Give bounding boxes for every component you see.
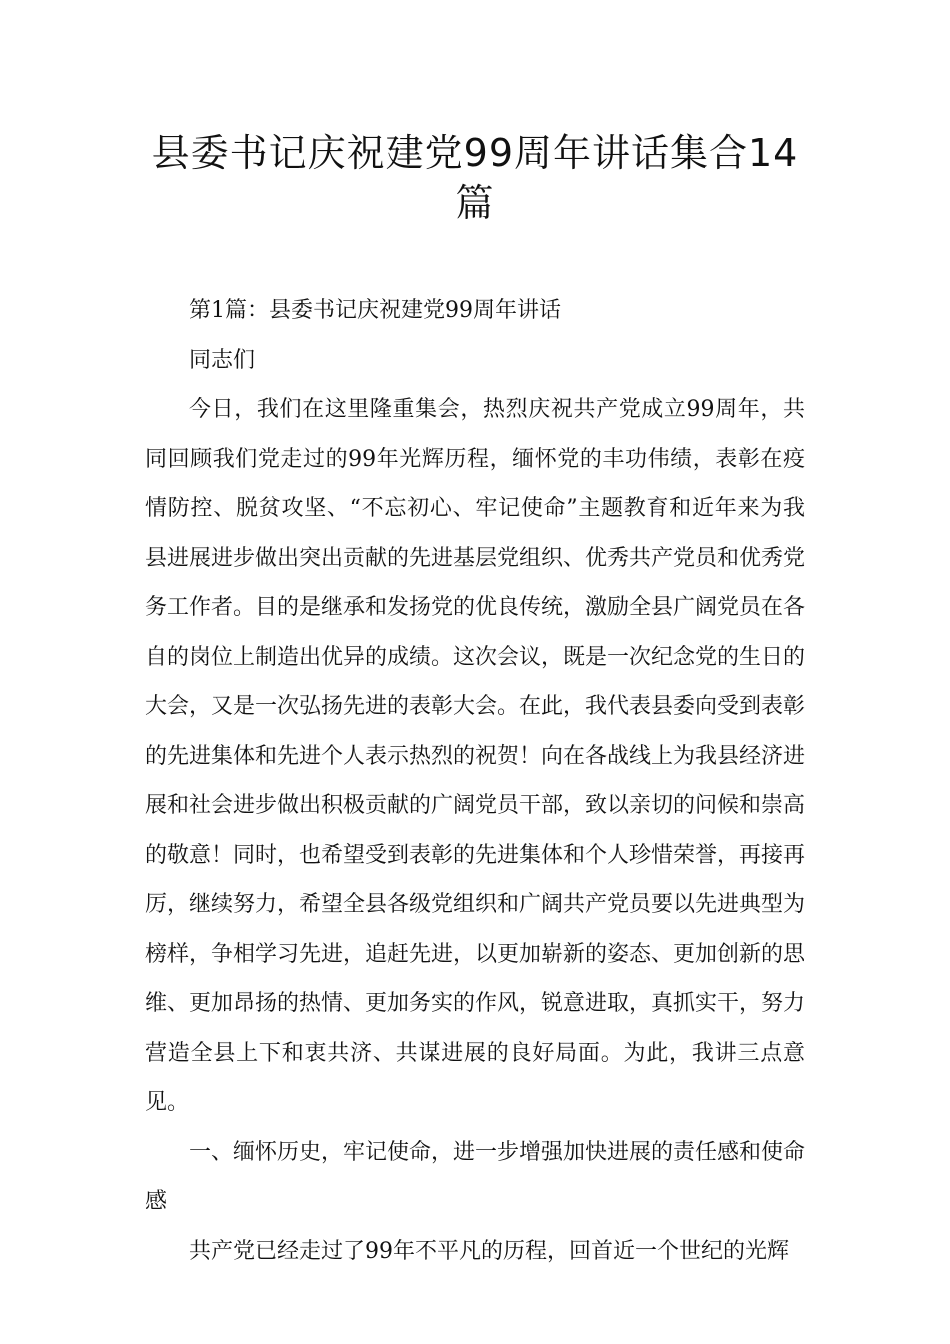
paragraph-section-heading: 一、缅怀历史，牢记使命，进一步增强加快进展的责任感和使命感: [145, 1139, 806, 1214]
paragraph-salutation: 同志们: [189, 347, 256, 373]
document-title: 县委书记庆祝建党99周年讲话集合14篇: [151, 131, 799, 225]
document-body: [145, 286, 805, 1276]
paragraph-history: 共产党已经走过了99年不平凡的历程，回首近一个世纪的光辉: [189, 1238, 789, 1264]
paragraph-opening: 今日，我们在这里隆重集会，热烈庆祝共产党成立99周年，共同回顾我们党走过的99年光辉历程，缅怀党的丰功伟绩，表彰在疫情防控、脱贫攻坚、“不忘初心、牢记使命”主题教育和近年来为我县进展进步做出突出贡献的先进基层党组织、优秀共产党员和优秀党务工作者。目的是继承和发扬党的优良传统，激励全县广阔党员在各自的岗位上制造出优异的成绩。这次会议，既是一次纪念党的生日的大会，又是一次弘扬先进的表彰大会。在此，我代表县委向受到表彰的先进集体和先进个人表示热烈的祝贺！向在各战线上为我县经济进展和社会进步做出积极贡献的广阔党员干部，致以亲切的问候和崇高的敬意！同时，也希望受到表彰的先进集体和个人珍惜荣誉，再接再厉，继续努力，希望全县各级党组织和广阔共产党员要以先进典型为榜样，争相学习先进，追赶先进，以更加崭新的姿态、更加创新的思维、更加昂扬的热情、更加务实的作风，锐意进取，真抓实干，努力营造全县上下和衷共济、共谋进展的良好局面。为此，我讲三点意见。: [145, 397, 806, 1115]
paragraph-chapter-heading: 第1篇：县委书记庆祝建党99周年讲话: [189, 298, 561, 323]
